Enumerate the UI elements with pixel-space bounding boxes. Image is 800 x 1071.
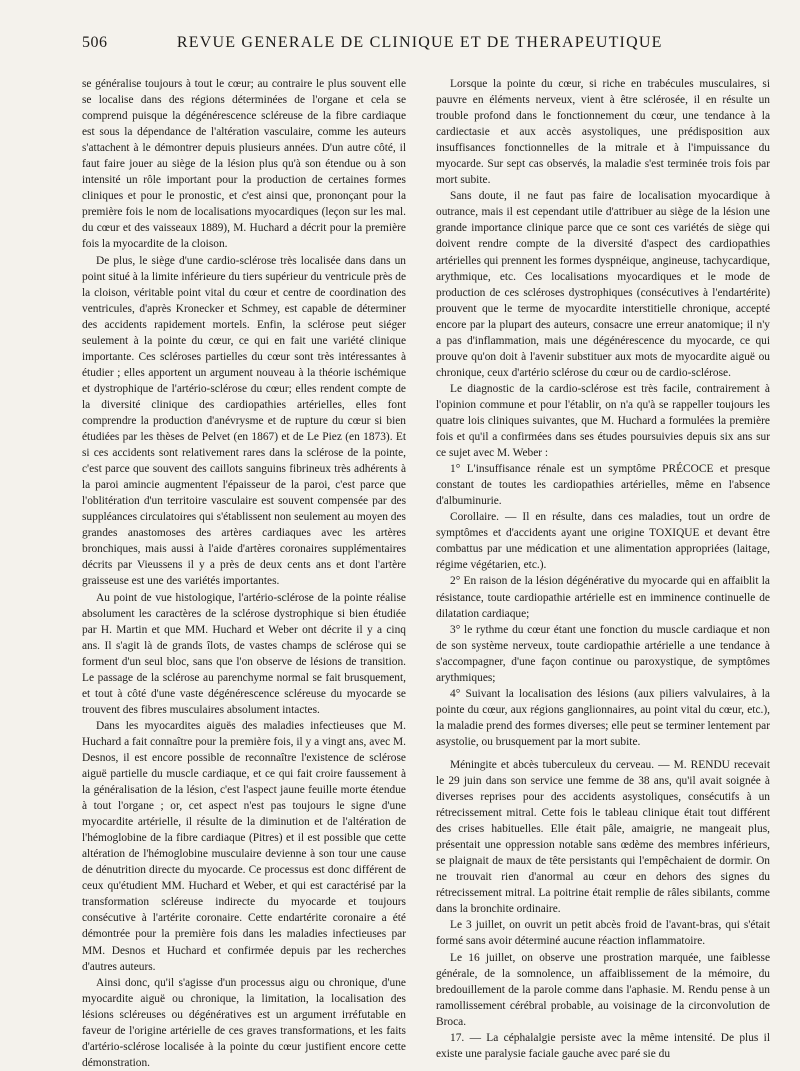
paragraph: Au point de vue histologique, l'artério-sclérose de la pointe réalise absolument les caractères de la sclérose dystrophique si bien étudiée par H. Martin et que MM. Huchard et Weber ont décrite il y a cinq ans. Il s'agit là de grands îlots, de vastes champs de sclérose qui se forment d'un seul bloc, sans que l'on observe de lésions de transition. Le passage de la sclérose au parenchyme normal se fait brusquement, et tout à côté d'une vaste dégénérescence scléreuse du myocarde se trouvent des fibres musculaires absolument intactes. — [82, 591, 406, 716]
running-header — [82, 34, 772, 58]
corollary-paragraph: Corollaire. — Il en résulte, dans ces maladies, tout un ordre de symptômes et d'accidents ayant une origine TOXIQUE et devant être combattus par une médication et une alimentation appropriées (laitage, régime végétarien, etc.). — [436, 511, 770, 572]
page-number: 506 — [82, 34, 108, 51]
numbered-law: 4° Suivant la localisation des lésions (aux piliers valvulaires, à la pointe du cœur, aux régions ganglionnaires, au point vital du cœur, etc.), la maladie prend des formes diverses; elle peut se terminer lentement par asystolie, ou brusquement par la mort subite. — [436, 687, 770, 748]
paragraph: Sans doute, il ne faut pas faire de localisation myocardique à outrance, mais il est cependant utile d'attribuer au siège de la lésion une grande importance clinique parce que ce sont ces variétés de siège qui doivent rendre compte de la diversité d'aspect des cardiopathies artérielles qui prennent les formes dyspnéique, angineuse, tachycardique, arythmique, etc. Ces localisations myocardiques et le mode de production de ces scléroses dystrophiques (consécutives à l'endartérite) prouvent que le terme de myocardite interstitielle chronique, accepté encore par la plupart des auteurs, consacre une erreur anatomique; il n'y a pas d'inflammation, mais une dégénérescence du myocarde, ce qui prouve qu'on doit à l'avenir substituer aux mots de myocardite aiguë ou chronique, ceux d'artério sclérose du cœur ou de cardio-sclérose. — [436, 190, 770, 379]
left-column — [82, 76, 406, 1069]
paragraph: Le diagnostic de la cardio-sclérose est très facile, contrairement à l'opinion commune et pour l'établir, on n'a qu'à se rappeller toujours les quatre lois cliniques suivantes, que M. Huchard a formulées la première fois et qu'il a confirmées dans ses études poursuivies depuis six ans sur ce sujet avec M. Weber : — [436, 382, 770, 460]
paragraph: De plus, le siège d'une cardio-sclérose très localisée dans dans un point situé à la limite inférieure du tiers supérieur du ventricule près de la cloison, véritable point vital du cœur et centre de coordination des ventricules, d'après Kronecker et Schmey, est capable de déterminer des accidents rapidement mortels. Enfin, la sclérose peut siéger seulement à la pointe du cœur, ce qui en fait une variété clinique importante. Ces scléroses partielles du cœur sont très intéressantes à étudier ; elles apportent un argument nouveau à la théorie ischémique et dystrophique de l'artério-sclérose du cœur; elles rendent compte de la diversité clinique des cardiopathies artérielles, elles font comprendre la production d'anévrysme et de rupture du cœur si bien étudiées par les thèses de Pelvet (en 1867) et de Le Piez (en 1873). Et si ces accidents sont relativement rares dans la sclérose de la pointe, c'est parce que souvent des caillots sanguins fibrineux très adhérents à la paroi amincie augmentent l'épaisseur de la paroi, c'est parce que l'oblitération d'un territoire vasculaire est souvent compensée par des suppléances circulatoires qui s'établissent non seulement au moyen des grandes anastomoses des artères cardiaques avec les artères bronchiques, mais aussi à l'aide d'artères coronaires supplémentaires décrits par Vieussens il y a près de deux cents ans et dont l'artère graisseuse est une des variétés importantes. — [82, 254, 406, 588]
paragraph: Dans les myocardites aiguës des maladies infectieuses que M. Huchard a fait connaître pour la première fois, il y a vingt ans, avec M. Desnos, il est encore possible de reconnaître l'existence de sclérose aiguë partielle du muscle cardiaque, et ce qui fait croire faussement à la généralisation de la lésion, c'est l'aspect jaune feuille morte étendue à tout l'organe ; or, cet aspect n'est pas toujours le signe d'une myocardite artérielle, il résulte de la diminution et de l'altération de l'hémoglobine de la fibre cardiaque (Pitres) et il est possible que cette altération de l'hémoglobine musculaire devienne à son tour une cause de dénutrition directe du myocarde. Ce processus est donc différent de ceux qu'étudient MM. Huchard et Weber, et qui est caractérisé par la transformation scléreuse indirecte du myocarde et toujours consécutive à l'artérite coronaire. Cette endartérite coronaire a été démontrée pour la première fois dans les maladies infectieuses par MM. Desnos et Huchard et confirmée depuis par les recherches d'autres auteurs. — [82, 719, 406, 973]
paragraph: se généralise toujours à tout le cœur; au contraire le plus souvent elle se localise dans des régions déterminées de l'organe et cela se comprend puisque la dégénérescence scléreuse de la fibre cardiaque est sous la dépendance de l'altération vasculaire, comme les auteurs s'attachent à le démontrer depuis plusieurs années. D'un autre côté, il faut faire jouer au siège de la lésion plus qu'à son étendue ou à son intensité un rôle important pour la production de certaines formes cliniques et pour le pronostic, et c'est ainsi que, prononçant pour la première fois le nom de localisations myocardiques (leçon sur les mal. du cœur et des vaisseaux 1889), M. Huchard a décrit pour la première fois la myocardite de la cloison. — [82, 78, 406, 251]
paragraph: Le 3 juillet, on ouvrit un petit abcès froid de l'avant-bras, qui s'était formé sans avoir déterminé aucune réaction inflammatoire. — [436, 919, 770, 948]
running-title: REVUE GENERALE DE CLINIQUE ET DE THERAPEUTIQUE — [176, 34, 663, 51]
paragraph: Ainsi donc, qu'il s'agisse d'un processus aigu ou chronique, d'une myocardite aiguë ou chronique, la limitation, la localisation des lésions scléreuses ou dégénératives est un argument irréfutable en faveur de l'origine artérielle de ces graves transformations, et les faits d'artério-sclérose localisée à la pointe du cœur justifient encore cette démonstration. — [82, 976, 406, 1069]
numbered-law: 3° le rythme du cœur étant une fonction du muscle cardiaque et non de son système nerveux, toute cardiopathie artérielle a une tendance à s'accompagner, d'une façon continue ou paroxystique, de symptômes arythmiques; — [436, 623, 770, 684]
case-report-paragraph: Méningite et abcès tuberculeux du cerveau. — M. RENDU recevait le 29 juin dans son service une femme de 38 ans, qu'il avait soignée à diverses reprises pour des accidents asystoliques, consécutifs à un rétrecissement mitral. Cette fois le tableau clinique était tout différent des crises habituelles. Elle était pâle, amaigrie, ne mangeait plus, présentait une oppression notable sans œdème des membres inférieurs, se plaignait de maux de tête persistants qui l'empêchaient de dormir. On ne trouvait rien d'anormal au cœur en dehors des signes du rétrecissement mitral. La poitrine était remplie de râles sibilants, comme dans la bronchite ordinaire. — [436, 758, 770, 916]
paragraph: Le 16 juillet, on observe une prostration marquée, une faiblesse générale, de la somnolence, un affaiblissement de la mémoire, du bredouillement de la parole comme dans l'aphasie. M. Rendu pense à un ramollissement cérébral probable, au voisinage de la circonvolution de Broca. — [436, 951, 770, 1028]
paragraph: Lorsque la pointe du cœur, si riche en trabécules musculaires, si pauvre en éléments nerveux, vient à être sclérosée, il en résulte un trouble profond dans le fonctionnement du cœur, une tendance à la cardiectasie et aux accès asystoliques, une prédisposition aux insuffisances fonctionnelles de la mitrale et à l'impuissance du myocarde. Sur sept cas observés, la maladie s'est terminée trois fois par mort subite. — [436, 78, 770, 187]
numbered-law: 2° En raison de la lésion dégénérative du myocarde qui en affaiblit la résistance, toute cardiopathie artérielle est en imminence continuelle de dilatation cardiaque; — [436, 575, 770, 620]
right-column — [436, 76, 770, 1060]
paragraph: 17. — La céphalalgie persiste avec la même intensité. De plus il existe une paralysie faciale gauche avec paré sie du — [436, 1031, 770, 1060]
numbered-law: 1° L'insuffisance rénale est un symptôme PRÉCOCE et presque constant de toutes les cardiopathies artérielles, même en l'absence d'albuminurie. — [436, 463, 770, 508]
